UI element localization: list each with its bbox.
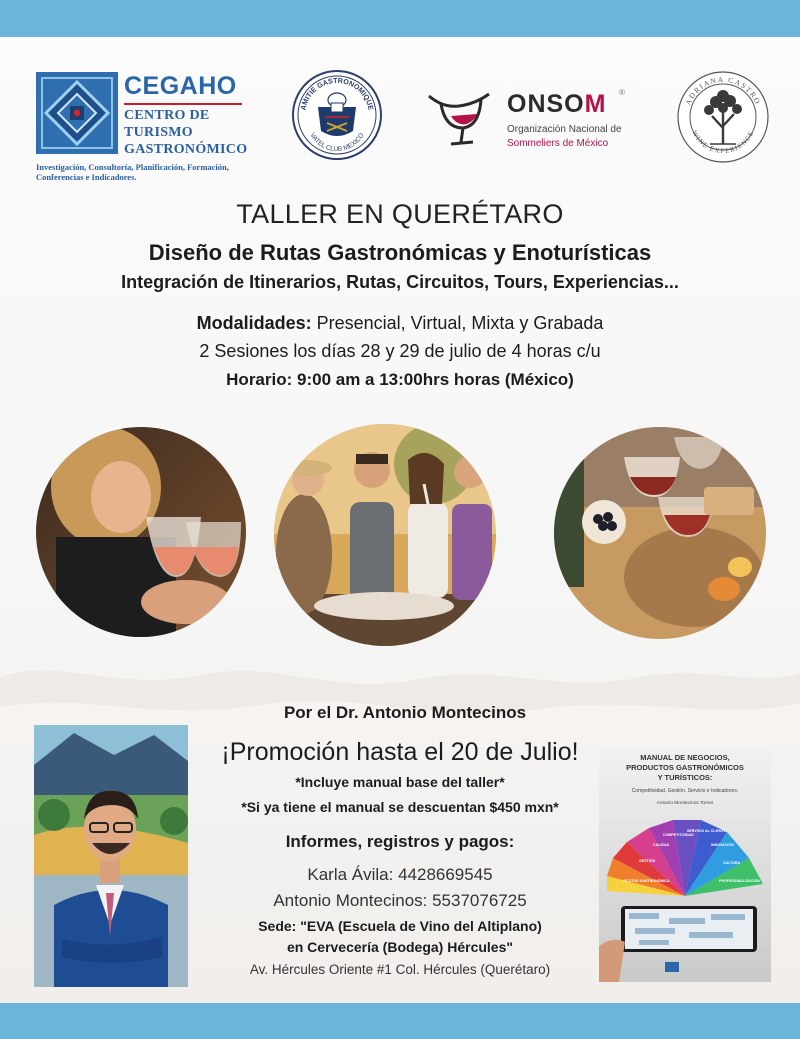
cegaho-logo [36,72,266,182]
promo-include-1: *Incluye manual base del taller* [295,774,505,790]
fan-label-7: CULTURA [723,861,741,865]
vatel-club-logo [291,69,383,161]
vatel-bottom-text: VATEL CLUB MEXICO [308,131,366,154]
photo-wine-and-food [554,427,766,639]
page-title: TALLER EN QUERÉTARO [236,199,564,229]
photo-toast-closeup [36,427,246,637]
cegaho-brand: CEGAHO [124,72,237,100]
manual-book-cover [599,746,771,982]
book-title-3: Y TURÍSTICOS: [657,773,713,782]
promo-include-2: *Si ya tiene el manual se descuentan $450 mxn* [241,799,559,815]
venue-address: Av. Hércules Oriente #1 Col. Hércules (Querétaro) [249,962,551,977]
venue-line-2: en Cervecería (Bodega) Hércules" [286,939,514,955]
onsom-registered: ® [619,88,625,97]
fan-label-8: PROFESIONALIZACIÓN [719,879,760,883]
cegaho-mark-icon [36,72,118,154]
fan-label-4: COMPETITIVIDAD [663,833,694,837]
top-band [0,0,800,37]
onsom-logo [423,88,633,154]
adriana-bottom-text: WINE EXPERIENCE [690,129,756,156]
book-subtitle: Competitividad, Gestión, Servicio e Indicadores. [631,788,739,794]
fan-label-6: INNOVACIÓN [711,843,734,847]
contact-person-1: Karla Ávila: 4428669545 [307,865,493,884]
venue-line-1: Sede: "EVA (Escuela de Vino del Altiplano) [258,918,542,934]
sessions: 2 Sesiones los días 28 y 29 de julio de 4 horas c/u [199,341,601,361]
schedule: Horario: 9:00 am a 13:00hrs horas (México) [226,370,574,389]
workshop-subtitle-2: Integración de Itinerarios, Rutas, Circuitos, Tours, Experiencias... [121,272,679,292]
adriana-castro-logo [676,70,770,164]
onsom-name-a: ONSO [507,90,585,118]
vatel-top-text: AMITIE GASTRONOMIQUE [298,75,376,112]
fan-label-2: GESTIÓN [639,859,656,863]
fan-label-1: ACTITUD GASTRONÓMICA [623,879,670,883]
cegaho-line-1: CENTRO DE [124,108,210,123]
workshop-subtitle: Diseño de Rutas Gastronómicas y Enoturísticas [148,240,652,265]
speaker-byline: Por el Dr. Antonio Montecinos [283,703,527,722]
onsom-sub-2: Sommeliers de México [507,138,609,149]
contact-heading: Informes, registros y pagos: [285,832,515,851]
modalities-label: Modalidades: [196,313,312,333]
fan-label-3: CALIDAD [653,843,670,847]
cegaho-rule [124,103,242,105]
wine-glass-icon [423,88,495,150]
cegaho-tagline: Investigación, Consultoría, Planificación, Formación, Conferencias e Indicadores. [36,162,229,182]
photo-friends-toasting [274,424,496,646]
contact-person-2: Antonio Montecinos: 5537076725 [273,891,527,910]
book-author: Antonio Montecinos Torres [656,801,714,806]
onsom-name [507,90,606,119]
cegaho-line-2: TURISMO [124,125,193,140]
bottom-band [0,1003,800,1039]
promo-headline: ¡Promoción hasta el 20 de Julio! [221,738,579,766]
onsom-name-b: M [584,90,607,118]
modalities-value: Presencial, Virtual, Mixta y Grabada [311,313,604,333]
book-title-2: PRODUCTOS GASTRONÓMICOS [626,763,744,772]
book-title-1: MANUAL DE NEGOCIOS, [640,753,730,762]
modalities [0,313,800,334]
adriana-top-text: ADRIANA CASTRO [683,74,763,107]
fan-label-5: SERVICIO AL CLIENTE [687,829,727,833]
cegaho-line-3: GASTRONÓMICO [124,142,248,157]
onsom-sub-1: Organización Nacional de [507,124,622,135]
speaker-photo [34,725,188,987]
